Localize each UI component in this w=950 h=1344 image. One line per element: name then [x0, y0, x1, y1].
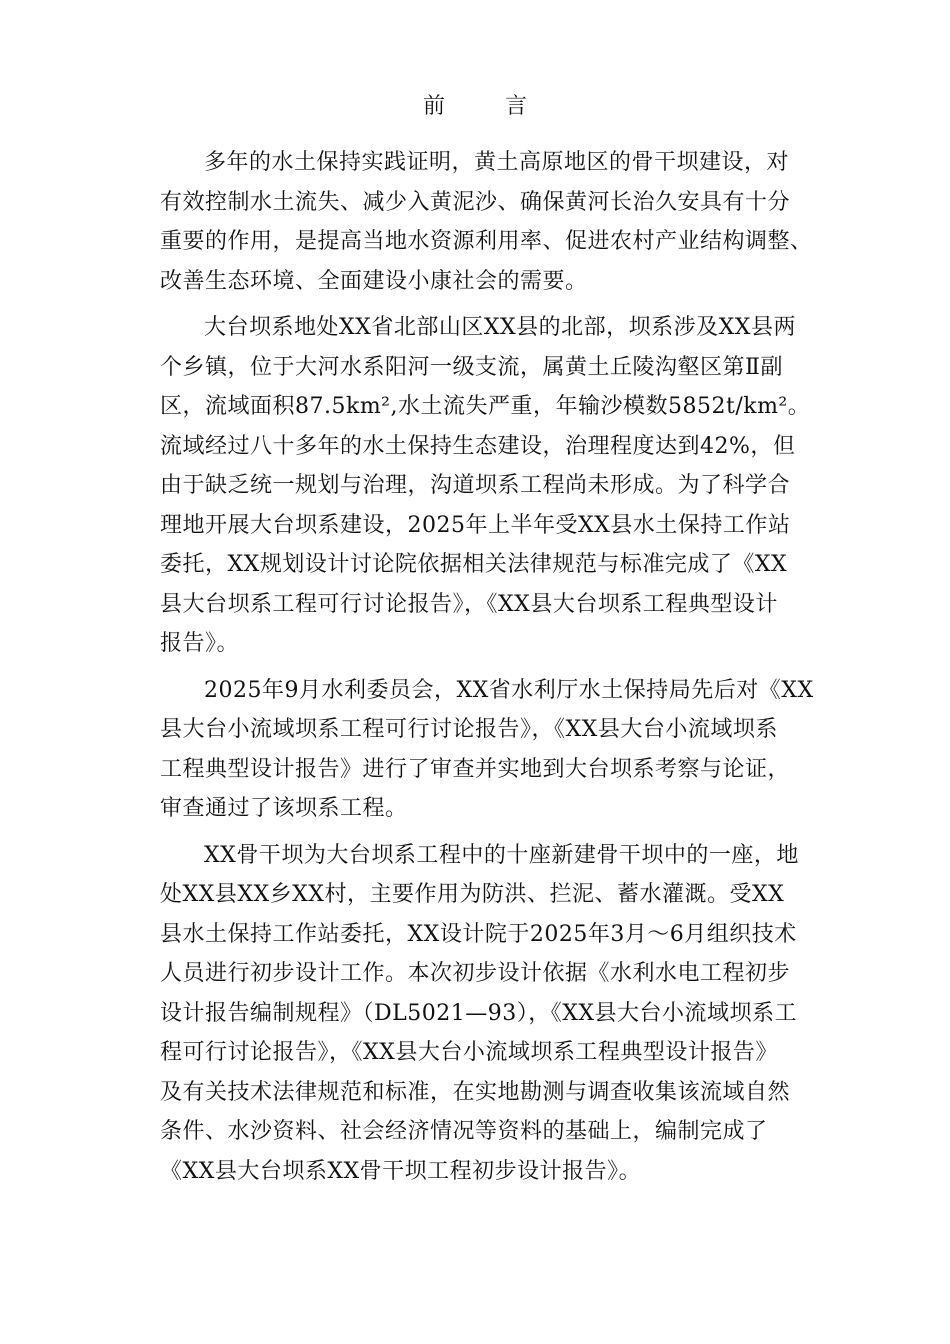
text-line: 人员进行初步设计工作。本次初步设计依据《水利水电工程初步: [160, 961, 791, 986]
text-line: 有效控制水土流失、减少入黄泥沙、确保黄河长治久安具有十分: [160, 189, 791, 215]
text-line: 条件、水沙资料、社会经济情况等资料的基础上，编制完成了: [160, 1119, 768, 1144]
text-line: 审查通过了该坝系工程。: [160, 796, 408, 821]
document-body: [160, 143, 860, 1198]
page-title: 前言: [422, 94, 587, 119]
text-line: 流域经过八十多年的水土保持生态建设，治理程度达到42%，但: [160, 433, 796, 459]
paragraph-1: [160, 143, 860, 301]
text-line: XX骨干坝为大台坝系工程中的十座新建骨干坝中的一座，地: [204, 842, 799, 868]
text-line: 县水土保持工作站委托，XX设计院于2025年3月～6月组织技术: [160, 921, 797, 947]
text-line: 2025年9月水利委员会，XX省水利厅水土保持局先后对《XX: [204, 677, 814, 703]
text-line: 《XX县大台坝系XX骨干坝工程初步设计报告》。: [160, 1158, 642, 1184]
text-line: 由于缺乏统一规划与治理，沟道坝系工程尚未形成。为了科学合: [160, 473, 791, 498]
text-line: 改善生态环境、全面建设小康社会的需要。: [160, 268, 588, 294]
text-line: 县大台坝系工程可行讨论报告》，《XX县大台坝系工程典型设计: [160, 591, 778, 617]
text-line: 工程典型设计报告》进行了审查并实地到大台坝系考察与论证，: [160, 756, 791, 782]
paragraph-4: [160, 836, 860, 1192]
text-line: 报告》。: [160, 631, 240, 656]
text-line: 大台坝系地处XX省北部山区XX县的北部，坝系涉及XX县两: [204, 315, 796, 340]
paragraph-3: [160, 671, 860, 829]
text-line: 程可行讨论报告》，《XX县大台小流域坝系工程典型设计报告》: [160, 1040, 778, 1065]
text-line: 个乡镇，位于大河水系阳河一级支流，属黄土丘陵沟壑区第Ⅱ副: [160, 354, 783, 380]
text-line: 区，流域面积87.5km²,水土流失严重，年输沙模数5852t/km²。: [160, 394, 811, 419]
text-line: 重要的作用，是提高当地水资源利用率、促进农村产业结构调整、: [160, 229, 813, 254]
text-line: 委托，XX规划设计讨论院依据相关法律规范与标准完成了《XX: [160, 552, 788, 577]
text-line: 理地开展大台坝系建设，2025年上半年受XX县水土保持工作站: [160, 512, 791, 538]
text-line: 多年的水土保持实践证明，黄土高原地区的骨干坝建设，对: [204, 150, 790, 175]
text-line: 县大台小流域坝系工程可行讨论报告》，《XX县大台小流域坝系: [160, 717, 778, 742]
text-line: 处XX县XX乡XX村，主要作用为防洪、拦泥、蓄水灌溉。受XX: [160, 882, 785, 907]
text-line: 及有关技术法律规范和标准，在实地勘测与调查收集该流域自然: [160, 1079, 791, 1105]
paragraph-2: [160, 308, 860, 664]
text-line: 设计报告编制规程》（DL5021—93），《XX县大台小流域坝系工: [160, 1000, 798, 1026]
